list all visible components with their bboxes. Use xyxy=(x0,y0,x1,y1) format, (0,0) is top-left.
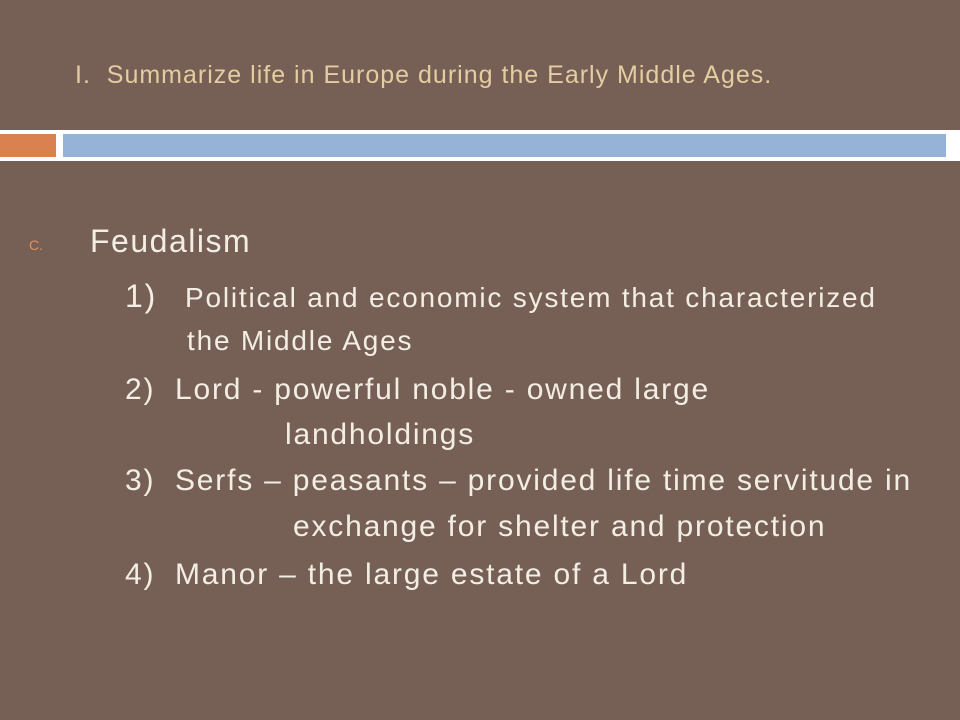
item-4-text: Manor – the large estate of a Lord xyxy=(175,558,689,591)
item-3-number: 3) xyxy=(125,464,156,497)
item-1-continuation: the Middle Ages xyxy=(187,325,414,356)
item-4-number: 4) xyxy=(125,558,156,591)
accent-bar-blue xyxy=(63,134,946,157)
accent-block-orange xyxy=(0,134,56,157)
section-marker: C. xyxy=(29,237,43,253)
section-heading: Feudalism xyxy=(90,223,252,259)
item-2-number: 2) xyxy=(125,373,156,406)
item-1-text: Political and economic system that characterized xyxy=(185,282,877,313)
item-2-text: Lord - powerful noble - owned large xyxy=(175,373,710,406)
item-2-continuation: landholdings xyxy=(285,418,476,451)
slide-title: I. Summarize life in Europe during the Early Middle Ages. xyxy=(75,61,773,89)
item-1-number: 1) xyxy=(125,278,158,314)
item-3-text: Serfs – peasants – provided life time servitude in xyxy=(175,464,913,497)
item-3-continuation: exchange for shelter and protection xyxy=(293,510,827,543)
